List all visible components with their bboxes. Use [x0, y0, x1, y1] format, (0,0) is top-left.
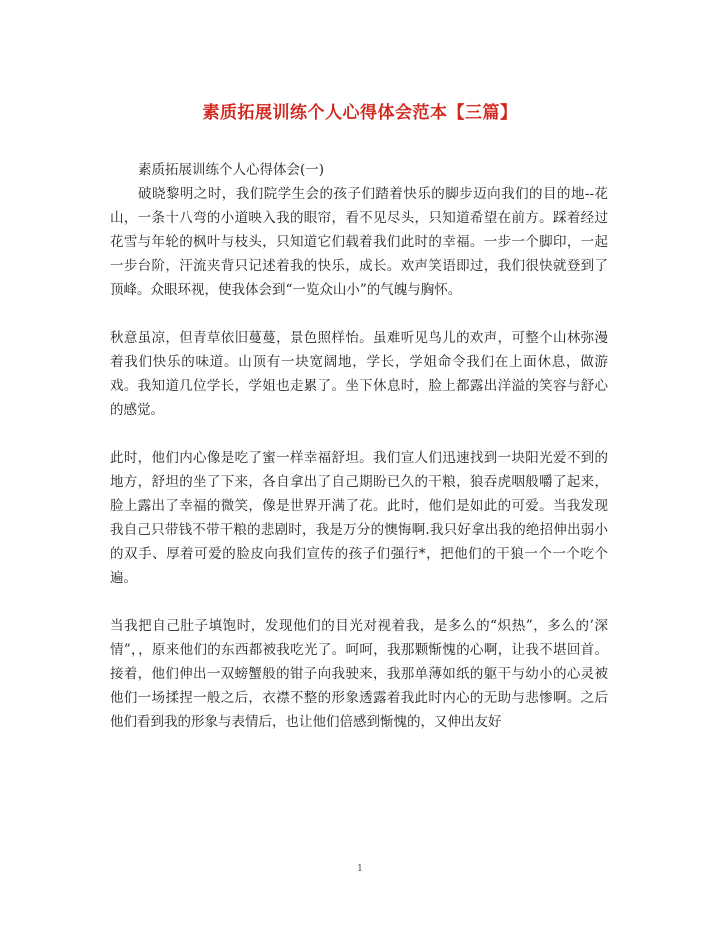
document-title: 素质拓展训练个人心得体会范本【三篇】 [202, 103, 518, 123]
paragraph-3: 此时，他们内心像是吃了蜜一样幸福舒坦。我们宣人们迅速找到一块阳光爱不到的地方，舒坦的坐了下来，各自拿出了自己期盼已久的干粮，狼吞虎咽般嚼了起来，脸上露出了幸福的微笑，像是世界开满了花。此时，他们是如此的可爱。当我发现我自己只带钱不带干粮的悲剧时，我是万分的懊悔啊.我只好拿出我的绝招伸出弱小的双手、厚着可爱的脸皮向我们宣传的孩子们强行*，把他们的干狼一个一个吃个遍。 [110, 450, 608, 586]
section-heading: 素质拓展训练个人心得体会(一) [138, 162, 325, 178]
document-body [110, 158, 608, 734]
paragraph-4: 当我把自己肚子填饱时，发现他们的目光对视着我，是多么的“炽热”，多么的’深情”，，原来他们的东西都被我吃光了。呵呵，我那颗惭愧的心啊，让我不堪回首。接着，他们伸出一双螃蟹般的钳子向我驶来，我那单薄如纸的躯干与幼小的心灵被他们一场揉捏一般之后，衣襟不整的形象透露着我此时内心的无助与悲惨啊。之后他们看到我的形象与表情后，也让他们倍感到惭愧的，又伸出友好 [110, 618, 608, 730]
paragraph-1: 破晓黎明之时，我们院学生会的孩子们踏着快乐的脚步迈向我们的目的地--花山，一条十八弯的小道映入我的眼帘，看不见尽头，只知道希望在前方。踩着经过花雪与年轮的枫叶与枝头，只知道它们载着我们此时的幸福。一步一个脚印，一起一步台阶，汗流夹背只记述着我的快乐，成长。欢声笑语即过，我们很快就登到了顶峰。众眼环视，使我体会到“一览众山小”的气魄与胸怀。 [110, 186, 608, 298]
paragraph-2: 秋意虽凉，但青草依旧蔓蔓，景色照样怡。虽难听见鸟儿的欢声，可整个山林弥漫着我们快乐的味道。山顶有一块宽阔地，学长，学姐命令我们在上面休息，做游戏。我知道几位学长，学姐也走累了。坐下休息时，脸上都露出洋溢的笑容与舒心的感觉。 [110, 330, 608, 418]
page-number: 1 [357, 864, 363, 874]
